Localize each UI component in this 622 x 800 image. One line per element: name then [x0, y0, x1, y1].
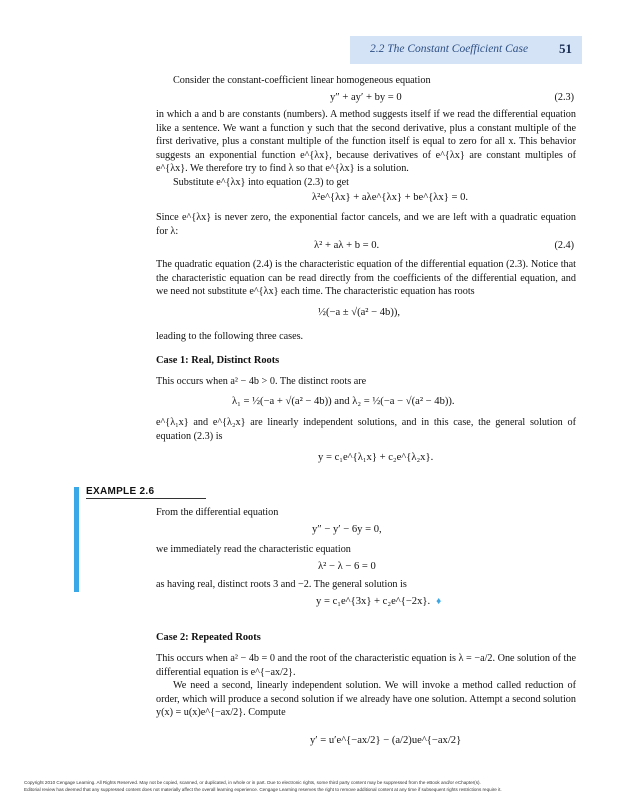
example-rule	[86, 498, 206, 499]
example-equation-2: λ² − λ − 6 = 0	[318, 561, 376, 572]
end-of-example-icon: ♦	[436, 596, 442, 607]
running-header	[350, 36, 582, 64]
equation-2-4: λ² + aλ + b = 0.	[314, 240, 380, 251]
case2-heading: Case 2: Repeated Roots	[156, 632, 261, 643]
example-text1: From the differential equation	[156, 507, 279, 518]
example-text2: we immediately read the characteristic equation	[156, 544, 351, 555]
paragraph-cancel: Since e^{λx} is never zero, the exponential factor cancels, and we are left with a quadratic equation for λ:	[156, 212, 576, 237]
copyright-line-2: Editorial review has deemed that any suppressed content does not materially affect the overall learning experience. Cengage Learning reserves the right to remove additional content at any time if subsequent rights restrictions require it.	[24, 787, 502, 792]
example-equation-1: y″ − y′ − 6y = 0,	[312, 524, 382, 535]
equation-roots: ½(−a ± √(a² − 4b)),	[318, 307, 401, 318]
example-accent-bar	[74, 487, 79, 592]
section-title: 2.2 The Constant Coefficient Case	[370, 43, 529, 55]
example-equation-3: y = c₁e^{3x} + c₂e^{−2x}. ♦	[316, 596, 442, 607]
equation-2-3: y″ + ay′ + by = 0	[330, 92, 402, 103]
equation-general-1: y = c₁e^{λ₁x} + c₂e^{λ₂x}.	[318, 452, 434, 463]
page-number: 51	[559, 41, 572, 56]
equation-number-2-4: (2.4)	[554, 240, 574, 251]
case1-text: This occurs when a² − 4b > 0. The distinct roots are	[156, 376, 367, 387]
case2-text: This occurs when a² − 4b = 0 and the root of the characteristic equation is λ = −a/2. One solution of the differential equation is e^{−ax/2}. We need a second, linearly independent solution. We will invoke a method called reduction of order, which will produce a second solution if we already have one solution. Attempt a second solution y(x) = u(x)e^{−ax/2}. Compute	[156, 653, 576, 718]
equation-lambda-roots: λ₁ = ½(−a + √(a² − 4b)) and λ₂ = ½(−a − √(a² − 4b)).	[232, 396, 455, 407]
paragraph-intro: Consider the constant-coefficient linear homogeneous equation	[173, 75, 431, 86]
example-text3: as having real, distinct roots 3 and −2. The general solution is	[156, 579, 407, 590]
case1-text2: e^{λ₁x} and e^{λ₂x} are linearly independent solutions, and in this case, the general solution of equation (2.3) is	[156, 417, 576, 442]
paragraph-characteristic: The quadratic equation (2.4) is the characteristic equation of the differential equation (2.3). Notice that the characteristic equation can be read directly from the coefficients of the differential equation, and we need not substitute e^{λx} each time. The characteristic equation has roots	[156, 259, 576, 297]
example-label: EXAMPLE 2.6	[86, 486, 155, 497]
paragraph-method: in which a and b are constants (numbers). A method suggests itself if we read the differential equation like a sentence. We want a function y such that the second derivative, plus a constant multiple of the first derivative, plus a constant multiple of the function itself is equal to zero for all x. This behavior suggests an exponential function e^{λx}, because derivatives of e^{λx} are constant multiples of e^{λx}. We therefore try to find λ so that e^{λx} is a solution. Substitute e^{λx} into equation (2.3) to get	[156, 109, 576, 188]
equation-derivative: y′ = u′e^{−ax/2} − (a/2)ue^{−ax/2}	[310, 735, 462, 746]
copyright-line-1: Copyright 2010 Cengage Learning. All Rights Reserved. May not be copied, scanned, or duplicated, in whole or in part. Due to electronic rights, some third party content may be suppressed from the eBook and/or eChapter(s).	[24, 780, 481, 785]
equation-number-2-3: (2.3)	[554, 92, 574, 103]
equation-substituted: λ²e^{λx} + aλe^{λx} + be^{λx} = 0.	[312, 192, 469, 203]
case1-heading: Case 1: Real, Distinct Roots	[156, 355, 280, 366]
paragraph-cases: leading to the following three cases.	[156, 331, 304, 342]
